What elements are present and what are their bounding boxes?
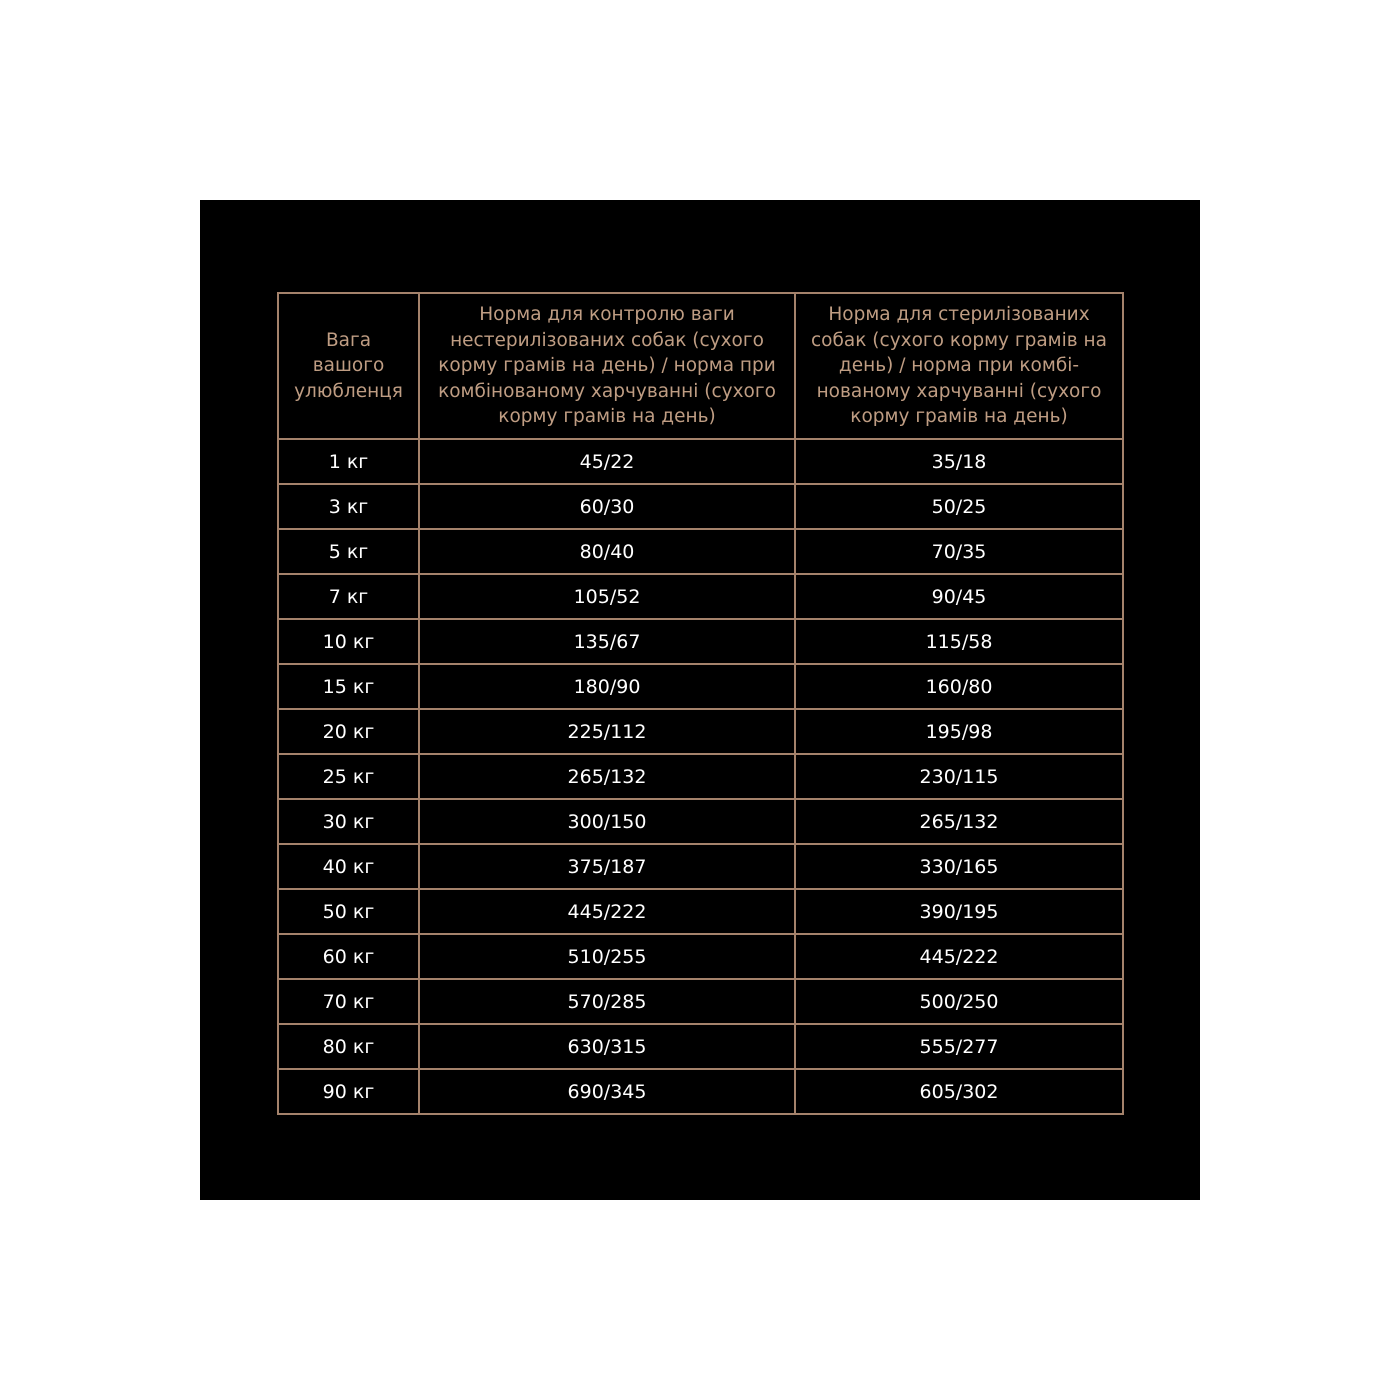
cell-weight: 5 кг [278, 529, 419, 574]
table-row [278, 709, 1123, 754]
cell-non-sterilized: 225/112 [419, 709, 795, 754]
cell-sterilized: 265/132 [795, 799, 1123, 844]
header-pet-weight: Вага вашого улюбленця [278, 293, 419, 439]
cell-sterilized: 195/98 [795, 709, 1123, 754]
cell-non-sterilized: 180/90 [419, 664, 795, 709]
cell-weight: 15 кг [278, 664, 419, 709]
cell-weight: 20 кг [278, 709, 419, 754]
cell-weight: 60 кг [278, 934, 419, 979]
cell-weight: 80 кг [278, 1024, 419, 1069]
cell-weight: 1 кг [278, 439, 419, 484]
table-row [278, 979, 1123, 1024]
cell-sterilized: 390/195 [795, 889, 1123, 934]
cell-non-sterilized: 445/222 [419, 889, 795, 934]
header-sterilized-norm: Норма для стерилізованих собак (сухого корму грамів на день) / норма при комбі-нованому харчуванні (сухого корму грамів на день) [795, 293, 1123, 439]
feeding-table-panel [200, 200, 1200, 1200]
cell-sterilized: 90/45 [795, 574, 1123, 619]
cell-sterilized: 70/35 [795, 529, 1123, 574]
cell-non-sterilized: 45/22 [419, 439, 795, 484]
cell-non-sterilized: 570/285 [419, 979, 795, 1024]
table-row [278, 1069, 1123, 1114]
cell-non-sterilized: 300/150 [419, 799, 795, 844]
table-row [278, 934, 1123, 979]
feeding-norms-table [277, 292, 1124, 1115]
cell-weight: 50 кг [278, 889, 419, 934]
cell-sterilized: 160/80 [795, 664, 1123, 709]
cell-sterilized: 115/58 [795, 619, 1123, 664]
cell-sterilized: 555/277 [795, 1024, 1123, 1069]
cell-weight: 10 кг [278, 619, 419, 664]
cell-sterilized: 35/18 [795, 439, 1123, 484]
cell-non-sterilized: 690/345 [419, 1069, 795, 1114]
cell-weight: 70 кг [278, 979, 419, 1024]
cell-sterilized: 445/222 [795, 934, 1123, 979]
cell-non-sterilized: 60/30 [419, 484, 795, 529]
cell-sterilized: 50/25 [795, 484, 1123, 529]
cell-non-sterilized: 510/255 [419, 934, 795, 979]
table-row [278, 889, 1123, 934]
cell-non-sterilized: 80/40 [419, 529, 795, 574]
header-non-sterilized-norm: Норма для контролю ваги нестерилізованих собак (сухого корму грамів на день) / норма при комбінованому харчуванні (сухого корму грамів на день) [419, 293, 795, 439]
table-row [278, 484, 1123, 529]
cell-non-sterilized: 375/187 [419, 844, 795, 889]
table-row [278, 439, 1123, 484]
cell-non-sterilized: 265/132 [419, 754, 795, 799]
table-row [278, 844, 1123, 889]
table-row [278, 619, 1123, 664]
cell-weight: 3 кг [278, 484, 419, 529]
table-header-row [278, 293, 1123, 439]
table-row [278, 1024, 1123, 1069]
table-row [278, 574, 1123, 619]
cell-weight: 25 кг [278, 754, 419, 799]
cell-non-sterilized: 630/315 [419, 1024, 795, 1069]
cell-non-sterilized: 135/67 [419, 619, 795, 664]
table-row [278, 664, 1123, 709]
cell-weight: 7 кг [278, 574, 419, 619]
cell-non-sterilized: 105/52 [419, 574, 795, 619]
table-row [278, 529, 1123, 574]
cell-sterilized: 500/250 [795, 979, 1123, 1024]
cell-weight: 30 кг [278, 799, 419, 844]
table-row [278, 754, 1123, 799]
table-row [278, 799, 1123, 844]
cell-sterilized: 605/302 [795, 1069, 1123, 1114]
cell-sterilized: 330/165 [795, 844, 1123, 889]
cell-weight: 40 кг [278, 844, 419, 889]
cell-weight: 90 кг [278, 1069, 419, 1114]
cell-sterilized: 230/115 [795, 754, 1123, 799]
